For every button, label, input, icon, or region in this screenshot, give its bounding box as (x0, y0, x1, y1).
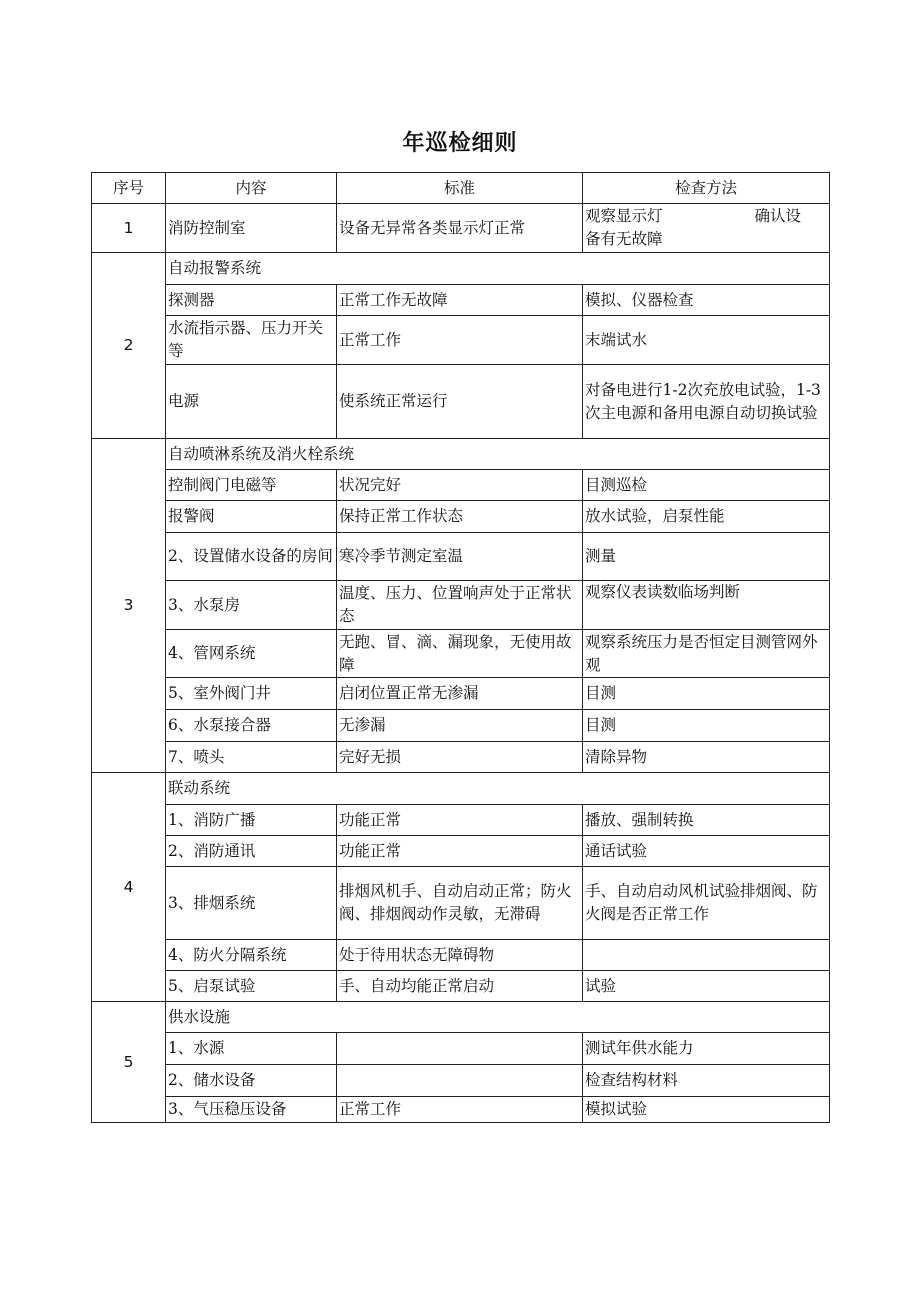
cell-content: 3、水泵房 (166, 581, 337, 630)
cell-standard: 处于待用状态无障碍物 (337, 940, 583, 971)
cell-method: 目测 (583, 678, 830, 710)
cell-standard: 排烟风机手、自动启动正常；防火阀、排烟阀动作灵敏，无滞碍 (337, 867, 583, 940)
cell-method (583, 940, 830, 971)
table-row (92, 630, 830, 678)
cell-standard: 功能正常 (337, 805, 583, 836)
cell-standard: 无跑、冒、滴、漏现象，无使用故障 (337, 630, 583, 678)
cell-content: 报警阀 (166, 501, 337, 533)
cell-standard: 温度、压力、位置响声处于正常状态 (337, 581, 583, 630)
method-part: 备有无故障 (585, 230, 663, 248)
cell-standard: 手、自动均能正常启动 (337, 971, 583, 1002)
cell-standard (337, 1065, 583, 1097)
section-title: 自动报警系统 (166, 253, 830, 285)
cell-standard: 正常工作无故障 (337, 285, 583, 316)
table-row (92, 501, 830, 533)
method-line (585, 205, 827, 228)
cell-content: 5、室外阀门井 (166, 678, 337, 710)
cell-content: 6、水泵接合器 (166, 710, 337, 742)
cell-method: 目测巡检 (583, 470, 830, 501)
cell-content: 探测器 (166, 285, 337, 316)
cell-method: 手、自动启动风机试验排烟阀、防火阀是否正常工作 (583, 867, 830, 940)
cell-content: 1、消防广播 (166, 805, 337, 836)
cell-content: 2、储水设备 (166, 1065, 337, 1097)
section-title-row (92, 253, 830, 285)
cell-method: 模拟、仪器检查 (583, 285, 830, 316)
cell-method: 测量 (583, 533, 830, 581)
header-method: 检查方法 (583, 173, 830, 204)
cell-method: 清除异物 (583, 742, 830, 773)
table-row (92, 867, 830, 940)
cell-content: 4、防火分隔系统 (166, 940, 337, 971)
cell-standard: 正常工作 (337, 316, 583, 365)
cell-standard: 使系统正常运行 (337, 365, 583, 439)
cell-content: 4、管网系统 (166, 630, 337, 678)
cell-method: 试验 (583, 971, 830, 1002)
page-title: 年巡检细则 (402, 131, 518, 156)
cell-content: 电源 (166, 365, 337, 439)
cell-content: 1、水源 (166, 1033, 337, 1065)
cell-standard: 状况完好 (337, 470, 583, 501)
cell-content: 5、启泵试验 (166, 971, 337, 1002)
table-row (92, 836, 830, 867)
table-row (92, 533, 830, 581)
cell-method: 对备电进行1-2次充放电试验，1-3次主电源和备用电源自动切换试验 (583, 365, 830, 439)
cell-method: 观察系统压力是否恒定目测管网外观 (583, 630, 830, 678)
table-header-row (92, 173, 830, 204)
table-row (92, 971, 830, 1002)
cell-standard: 正常工作 (337, 1097, 583, 1123)
cell-method: 检查结构材料 (583, 1065, 830, 1097)
table-row (92, 204, 830, 253)
cell-method: 末端试水 (583, 316, 830, 365)
cell-content: 消防控制室 (166, 204, 337, 253)
cell-standard: 功能正常 (337, 836, 583, 867)
table-row (92, 678, 830, 710)
cell-standard: 保持正常工作状态 (337, 501, 583, 533)
table-row (92, 1033, 830, 1065)
table-row (92, 742, 830, 773)
cell-content: 7、喷头 (166, 742, 337, 773)
cell-method: 观察仪表读数临场判断 (583, 581, 830, 630)
section-title: 供水设施 (166, 1002, 830, 1033)
table-row (92, 365, 830, 439)
cell-standard: 寒冷季节测定室温 (337, 533, 583, 581)
cell-content: 2、设置储水设备的房间 (166, 533, 337, 581)
row-number: 3 (92, 439, 166, 773)
table-row (92, 1097, 830, 1123)
cell-method (583, 204, 830, 253)
section-title-row (92, 773, 830, 805)
cell-method: 测试年供水能力 (583, 1033, 830, 1065)
cell-method: 通话试验 (583, 836, 830, 867)
method-part: 确认设 (754, 207, 801, 225)
cell-method: 播放、强制转换 (583, 805, 830, 836)
section-title-row (92, 439, 830, 470)
cell-standard: 无渗漏 (337, 710, 583, 742)
cell-method: 放水试验，启泵性能 (583, 501, 830, 533)
table-row (92, 316, 830, 365)
cell-standard (337, 1033, 583, 1065)
table-row (92, 940, 830, 971)
cell-method: 目测 (583, 710, 830, 742)
table-row (92, 805, 830, 836)
header-standard: 标准 (337, 173, 583, 204)
header-no: 序号 (92, 173, 166, 204)
table-row (92, 1065, 830, 1097)
cell-standard: 设备无异常各类显示灯正常 (337, 204, 583, 253)
table-row (92, 581, 830, 630)
row-number: 1 (92, 204, 166, 253)
cell-method: 模拟试验 (583, 1097, 830, 1123)
table-row (92, 285, 830, 316)
inspection-table (91, 172, 830, 1123)
cell-content: 2、消防通讯 (166, 836, 337, 867)
row-number: 2 (92, 253, 166, 439)
cell-content: 3、排烟系统 (166, 867, 337, 940)
cell-content: 控制阀门电磁等 (166, 470, 337, 501)
section-title-row (92, 1002, 830, 1033)
table-row (92, 470, 830, 501)
cell-content: 水流指示器、压力开关等 (166, 316, 337, 365)
method-part: 观察显示灯 (585, 207, 663, 225)
cell-standard: 启闭位置正常无渗漏 (337, 678, 583, 710)
cell-standard: 完好无损 (337, 742, 583, 773)
section-title: 联动系统 (166, 773, 830, 805)
header-content: 内容 (166, 173, 337, 204)
table-row (92, 710, 830, 742)
row-number: 5 (92, 1002, 166, 1123)
section-title: 自动喷淋系统及消火栓系统 (166, 439, 830, 470)
row-number: 4 (92, 773, 166, 1002)
cell-content: 3、气压稳压设备 (166, 1097, 337, 1123)
